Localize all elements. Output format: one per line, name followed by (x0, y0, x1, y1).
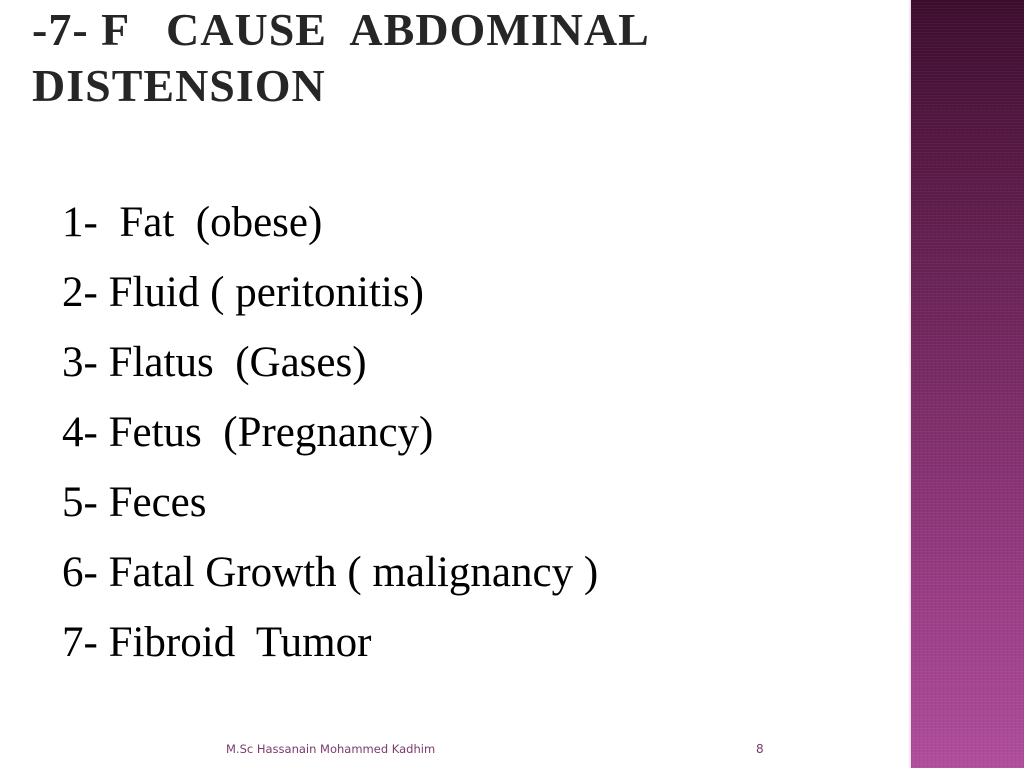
list-item-fat: 1- Fat (obese) (62, 199, 323, 246)
list-item-fatal-growth: 6- Fatal Growth ( malignancy ) (62, 549, 599, 596)
page-number: 8 (756, 742, 764, 756)
list-item-feces: 5- Feces (62, 479, 207, 526)
list-item-flatus: 3- Flatus (Gases) (62, 339, 367, 386)
footer-author: M.Sc Hassanain Mohammed Kadhim (226, 742, 436, 756)
list-item-fluid: 2- Fluid ( peritonitis) (62, 269, 424, 316)
decorative-side-band (911, 0, 1024, 768)
slide-title-line-2: DISTENSION (32, 60, 326, 111)
list-item-fibroid-tumor: 7- Fibroid Tumor (62, 619, 372, 666)
causes-list (62, 188, 598, 678)
list-item-fetus: 4- Fetus (Pregnancy) (62, 409, 434, 456)
slide-title-line-1: -7- F CAUSE ABDOMINAL (32, 4, 650, 55)
slide-title (32, 2, 892, 114)
